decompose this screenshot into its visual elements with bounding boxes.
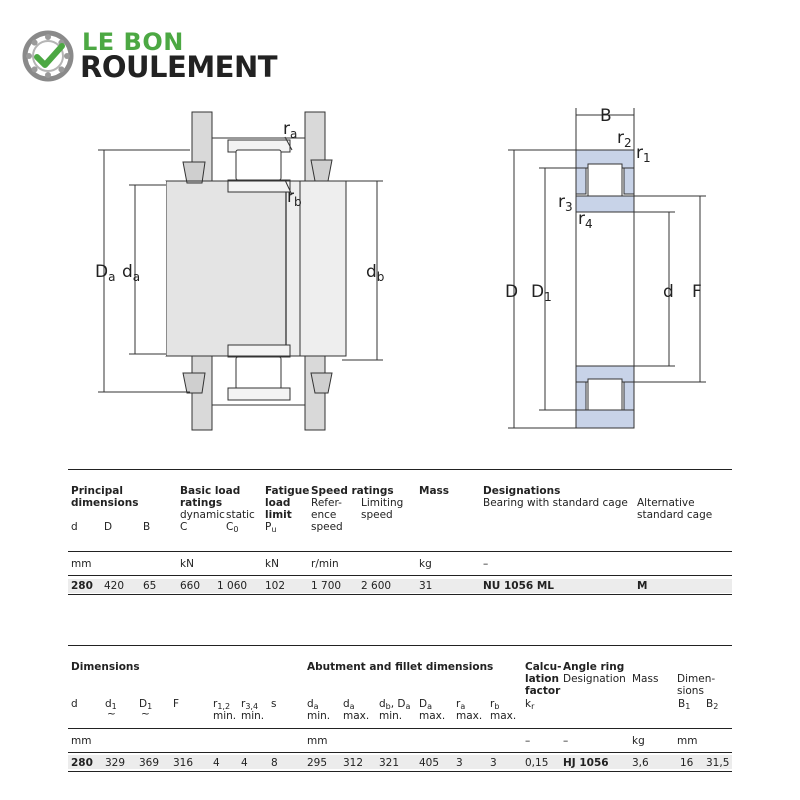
hdr-D: D [104, 521, 113, 533]
cell2-designation: HJ 1056 [563, 757, 609, 769]
hdr2-angle: Angle ring [563, 661, 625, 673]
hdr-ratings: ratings [180, 497, 223, 509]
cell-designation: NU 1056 ML [483, 580, 554, 592]
hdr2-min4: min. [379, 710, 403, 722]
cell-B: 65 [143, 580, 157, 592]
hdr2-ra: $r_a$ [456, 698, 466, 711]
hdr-B: B [143, 521, 151, 533]
hdr2-dimen2: sions [677, 685, 704, 697]
cell-Pu: 102 [265, 580, 286, 592]
label-ra: $r_a$ [283, 119, 298, 141]
hdr-alt2: standard cage [637, 509, 713, 521]
hdr-principal: Principal [71, 485, 123, 497]
unit2-mm3: mm [677, 735, 698, 747]
unit2-dash1: – [525, 735, 531, 747]
table1-mid-rule [68, 551, 732, 552]
table2-row-rule [68, 752, 732, 753]
hdr2-dimensions: Dimensions [71, 661, 140, 673]
hdr-mass: Mass [419, 485, 450, 497]
hdr2-abutment: Abutment and fillet dimensions [307, 661, 494, 673]
hdr2-B2: $B_2$ [706, 698, 719, 711]
unit-kN: kN [180, 558, 194, 570]
label-da: $d_a$ [122, 262, 141, 284]
hdr-speed: Speed ratings [311, 485, 394, 497]
hdr2-max4: max. [490, 710, 517, 722]
bearing-check-icon [22, 30, 74, 82]
hdr-designations: Designations [483, 485, 561, 497]
cell-alt: M [637, 580, 648, 592]
hdr2-Da: $D_a$ [419, 698, 432, 711]
logo-text-top: LE BON [82, 28, 184, 56]
cell2-D1: 369 [139, 757, 160, 769]
brand-logo [22, 26, 292, 86]
hdr2-dbDa: $d_b$, $D_a$ [379, 698, 411, 711]
table1-row-rule [68, 575, 732, 576]
cell2-Da-max: 405 [419, 757, 440, 769]
hdr-fatigue: Fatigue [265, 485, 310, 497]
hdr2-da-max: $d_a$ [343, 698, 355, 711]
hdr-limit: limit [265, 509, 292, 521]
table1-top-rule [68, 469, 732, 470]
cell2-ra: 3 [456, 757, 463, 769]
table2-top-rule [68, 645, 732, 646]
hdr2-max3: max. [456, 710, 483, 722]
hdr2-r34: $r_{3,4}$ [241, 698, 259, 711]
hdr-lim2: speed [361, 509, 393, 521]
hdr-ref1: Refer- [311, 497, 342, 509]
hdr2-r12: $r_{1,2}$ [213, 698, 231, 711]
bearing-drawing [0, 95, 800, 440]
table2-bottom-rule [68, 771, 732, 772]
mounting-drawing [95, 112, 384, 430]
label-Da: $D_a$ [95, 262, 116, 284]
hdr-bearing: Bearing with standard cage [483, 497, 628, 509]
cell2-dbDa-min: 321 [379, 757, 400, 769]
hdr2-calc2: lation [525, 673, 559, 685]
hdr2-kr: $k_r$ [525, 698, 535, 711]
cell2-d1: 329 [105, 757, 126, 769]
label-d: d [663, 282, 674, 302]
hdr2-designation: Designation [563, 673, 626, 685]
label-F: F [692, 282, 702, 302]
hdr2-da-min: $d_a$ [307, 698, 319, 711]
unit-rmin: r/min [311, 558, 339, 570]
cell2-r34: 4 [241, 757, 248, 769]
hdr-C0: $C_0$ [226, 521, 239, 534]
hdr-static: static [226, 509, 255, 521]
label-D1: $D_1$ [531, 282, 552, 304]
hdr2-F: F [173, 698, 180, 710]
logo-text-bottom: ROULEMENT [80, 50, 278, 84]
hdr2-dimen1: Dimen- [677, 673, 716, 685]
label-r1: $r_1$ [636, 143, 651, 165]
cell-lim-speed: 2 600 [361, 580, 392, 592]
hdr-d: d [71, 521, 78, 533]
unit2-mm2: mm [307, 735, 328, 747]
hdr-ref3: speed [311, 521, 343, 533]
cell2-da-min: 295 [307, 757, 328, 769]
hdr-C: C [180, 521, 188, 533]
hdr2-min2: min. [241, 710, 265, 722]
cell-mass: 31 [419, 580, 433, 592]
hdr2-mass: Mass [632, 673, 659, 685]
unit-kN2: kN [265, 558, 279, 570]
bearing-section-drawing [505, 106, 706, 428]
cell-ref-speed: 1 700 [311, 580, 342, 592]
cell-C0: 1 060 [217, 580, 248, 592]
label-db: $d_b$ [366, 262, 385, 284]
hdr2-d1: $d_1$ [105, 698, 117, 711]
cell2-da-max: 312 [343, 757, 364, 769]
hdr2-D1: $D_1$ [139, 698, 153, 711]
unit2-dash2: – [563, 735, 569, 747]
label-r4: $r_4$ [578, 209, 593, 231]
hdr-load: load [265, 497, 291, 509]
hdr-Pu: $P_u$ [265, 521, 277, 534]
cell-d: 280 [71, 580, 93, 592]
hdr2-min3: min. [307, 710, 331, 722]
hdr2-B1: $B_1$ [678, 698, 691, 711]
hdr2-calc3: factor [525, 685, 561, 697]
cell2-kr: 0,15 [525, 757, 549, 769]
unit-dash: – [483, 558, 489, 570]
unit2-kg: kg [632, 735, 645, 747]
cell2-F: 316 [173, 757, 194, 769]
cell2-B1: 16 [680, 757, 694, 769]
cell2-mass: 3,6 [632, 757, 649, 769]
hdr2-d: d [71, 698, 78, 710]
label-r3: $r_3$ [558, 192, 573, 214]
label-B: B [600, 106, 612, 126]
hdr-basic-load: Basic load [180, 485, 241, 497]
hdr2-tilde1: ~ [107, 708, 116, 720]
hdr2-rb: $r_b$ [490, 698, 500, 711]
cell2-B2: 31,5 [706, 757, 730, 769]
cell-C: 660 [180, 580, 201, 592]
unit-mm: mm [71, 558, 92, 570]
table1-bottom-rule [68, 594, 732, 595]
cell2-rb: 3 [490, 757, 497, 769]
hdr2-tilde2: ~ [141, 708, 150, 720]
label-rb: $r_b$ [287, 187, 302, 209]
cell2-s: 8 [271, 757, 278, 769]
hdr2-s: s [271, 698, 277, 710]
hdr-lim1: Limiting [361, 497, 404, 509]
unit-kg: kg [419, 558, 432, 570]
hdr-ref2: ence [311, 509, 337, 521]
unit2-mm1: mm [71, 735, 92, 747]
cell2-r12: 4 [213, 757, 220, 769]
hdr2-max1: max. [343, 710, 370, 722]
hdr2-min1: min. [213, 710, 237, 722]
label-r2: $r_2$ [617, 128, 632, 150]
table1-row-bg [68, 579, 732, 593]
table2-mid-rule [68, 728, 732, 729]
hdr-dimensions: dimensions [71, 497, 139, 509]
cell-D: 420 [104, 580, 125, 592]
hdr-alt1: Alternative [637, 497, 695, 509]
hdr2-calc1: Calcu- [525, 661, 562, 673]
label-D: D [505, 282, 519, 302]
hdr-dynamic: dynamic [180, 509, 225, 521]
cell2-d: 280 [71, 757, 93, 769]
hdr2-max2: max. [419, 710, 446, 722]
